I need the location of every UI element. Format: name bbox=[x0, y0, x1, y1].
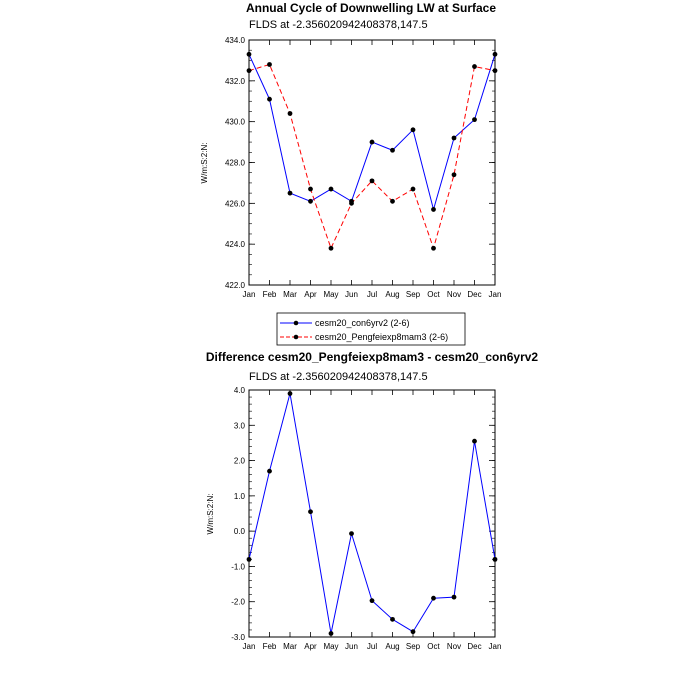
x-tick-label: Jan bbox=[488, 290, 502, 299]
series-layer bbox=[247, 391, 498, 636]
series-line bbox=[249, 394, 495, 634]
y-tick-label: 2.0 bbox=[233, 456, 245, 466]
y-tick-label: 424.0 bbox=[224, 240, 245, 250]
x-tick-label: Oct bbox=[427, 290, 440, 299]
chart-title: Annual Cycle of Downwelling LW at Surface bbox=[245, 1, 497, 15]
plot-frame bbox=[249, 40, 495, 285]
x-tick-label: Sep bbox=[405, 642, 421, 651]
data-point bbox=[452, 595, 457, 600]
x-tick-label: Nov bbox=[446, 290, 462, 299]
x-tick-label: Mar bbox=[283, 642, 297, 651]
legend bbox=[277, 313, 465, 345]
y-tick-label: 422.0 bbox=[224, 281, 245, 290]
data-point bbox=[493, 557, 498, 562]
data-point bbox=[411, 629, 416, 634]
chart-subtitle: FLDS at -2.356020942408378,147.5 bbox=[249, 19, 428, 31]
data-point bbox=[411, 127, 416, 132]
data-point bbox=[308, 509, 313, 514]
data-point bbox=[370, 140, 375, 145]
data-point bbox=[390, 199, 395, 204]
data-point bbox=[493, 52, 498, 57]
y-axis-label: W/m:S:2:N: bbox=[200, 142, 209, 184]
y-tick-label: -1.0 bbox=[231, 562, 245, 572]
data-point bbox=[267, 97, 272, 102]
y-tick-label: 0.0 bbox=[233, 527, 245, 537]
x-tick-label: Apr bbox=[304, 642, 317, 651]
data-point bbox=[288, 191, 293, 196]
data-point bbox=[247, 52, 252, 57]
chart-panel-bottom bbox=[206, 350, 539, 651]
x-tick-label: Dec bbox=[467, 642, 482, 651]
legend-label-blue: cesm20_con6yrv2 (2-6) bbox=[315, 318, 410, 328]
data-point bbox=[370, 178, 375, 183]
y-tick-label: 426.0 bbox=[224, 199, 245, 209]
y-tick-label: 428.0 bbox=[224, 158, 245, 168]
data-point bbox=[390, 617, 395, 622]
data-point bbox=[308, 187, 313, 192]
data-point bbox=[472, 64, 477, 69]
y-tick-label: -2.0 bbox=[231, 597, 245, 607]
series-line bbox=[249, 65, 495, 249]
x-tick-label: Jun bbox=[345, 642, 358, 651]
x-tick-label: May bbox=[323, 290, 339, 299]
series-layer bbox=[247, 52, 498, 251]
x-tick-label: Jul bbox=[366, 642, 378, 651]
legend-marker-red bbox=[294, 335, 299, 340]
data-point bbox=[370, 598, 375, 603]
data-point bbox=[288, 111, 293, 116]
y-tick-label: 1.0 bbox=[233, 491, 245, 501]
x-tick-label: Feb bbox=[262, 290, 277, 299]
chart-panel-top bbox=[200, 1, 501, 345]
x-tick-label: Mar bbox=[283, 290, 297, 299]
data-point bbox=[247, 68, 252, 73]
data-point bbox=[349, 201, 354, 206]
data-point bbox=[267, 62, 272, 67]
data-point bbox=[431, 207, 436, 212]
y-axis-label: W/m:S:2:N: bbox=[206, 493, 215, 535]
chart-title: Difference cesm20_Pengfeiexp8mam3 - cesm20_con6yrv2 bbox=[205, 350, 539, 364]
data-point bbox=[349, 531, 354, 536]
x-tick-label: Jun bbox=[345, 290, 358, 299]
data-point bbox=[411, 187, 416, 192]
y-tick-label: 4.0 bbox=[233, 386, 245, 395]
x-tick-label: Aug bbox=[385, 290, 400, 299]
x-tick-label: Jan bbox=[242, 642, 256, 651]
x-tick-label: Feb bbox=[262, 642, 277, 651]
data-point bbox=[390, 148, 395, 153]
x-tick-label: Dec bbox=[467, 290, 482, 299]
x-tick-label: May bbox=[323, 642, 339, 651]
legend-label-red: cesm20_Pengfeiexp8mam3 (2-6) bbox=[315, 332, 449, 342]
data-point bbox=[329, 187, 334, 192]
data-point bbox=[288, 391, 293, 396]
data-point bbox=[329, 631, 334, 636]
axes bbox=[231, 386, 501, 651]
data-point bbox=[472, 439, 477, 444]
y-tick-label: 430.0 bbox=[224, 117, 245, 127]
data-point bbox=[452, 172, 457, 177]
data-point bbox=[308, 199, 313, 204]
legend-marker-blue bbox=[294, 321, 299, 326]
x-tick-label: Apr bbox=[304, 290, 317, 299]
data-point bbox=[431, 246, 436, 251]
data-point bbox=[472, 117, 477, 122]
x-tick-label: Oct bbox=[427, 642, 440, 651]
data-point bbox=[431, 596, 436, 601]
chart-subtitle: FLDS at -2.356020942408378,147.5 bbox=[249, 371, 428, 383]
data-point bbox=[247, 557, 252, 562]
data-point bbox=[329, 246, 334, 251]
data-point bbox=[267, 469, 272, 474]
x-tick-label: Nov bbox=[446, 642, 462, 651]
y-tick-label: 3.0 bbox=[233, 421, 245, 431]
y-tick-label: 434.0 bbox=[224, 36, 245, 45]
x-tick-label: Jul bbox=[366, 290, 378, 299]
x-tick-label: Jan bbox=[488, 642, 502, 651]
y-tick-label: -3.0 bbox=[231, 633, 245, 642]
x-tick-label: Sep bbox=[405, 290, 421, 299]
series-line bbox=[249, 54, 495, 209]
x-tick-label: Aug bbox=[385, 642, 400, 651]
y-tick-label: 432.0 bbox=[224, 76, 245, 86]
x-tick-label: Jan bbox=[242, 290, 256, 299]
data-point bbox=[493, 68, 498, 73]
data-point bbox=[452, 136, 457, 141]
